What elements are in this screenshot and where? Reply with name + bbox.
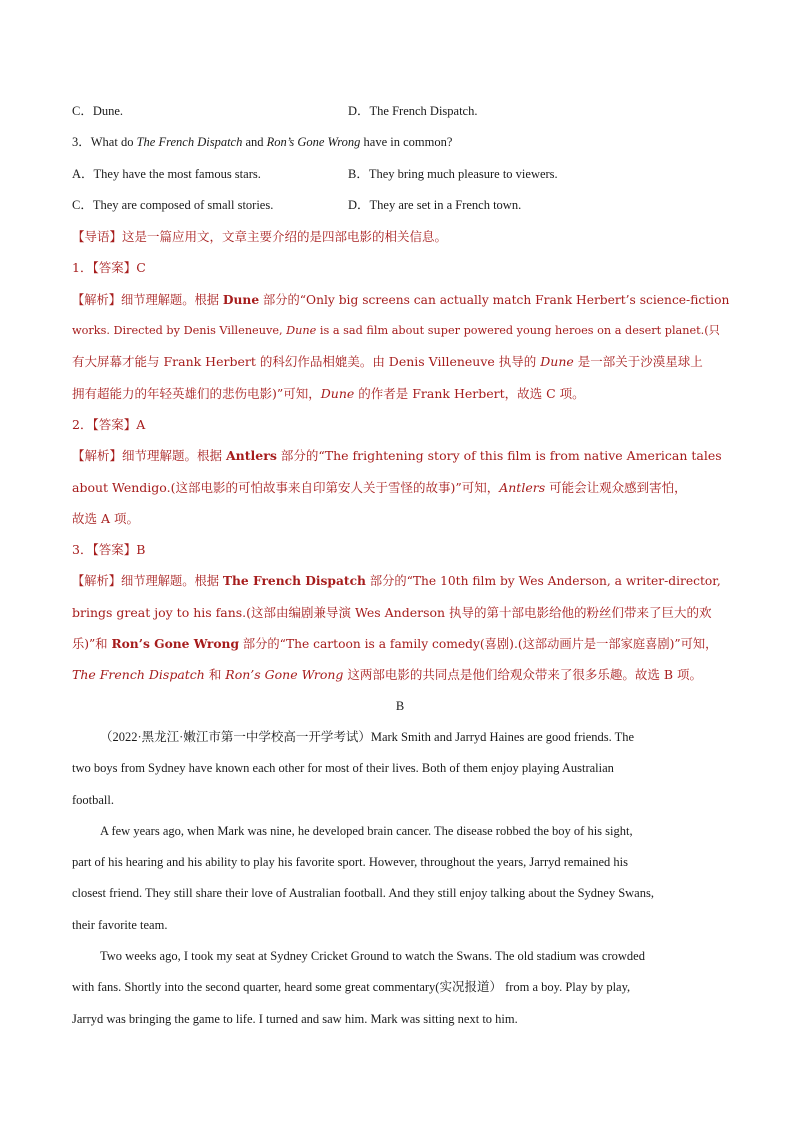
keyword: The French Dispatch <box>222 573 366 589</box>
q3-title-1: The French Dispatch <box>136 135 243 150</box>
analysis-text: 这两部电影的共同点是他们给观众带来了很多乐趣。故选 B 项。 <box>343 667 703 683</box>
film-title: Antlers <box>499 479 546 495</box>
q3-option-a: A．They have the most famous stars. <box>72 166 261 181</box>
passage-p1-line-1: （2022·黑龙江·嫩江市第一中学校高一开学考试）Mark Smith and Jarryd Haines are good friends. The <box>100 729 635 744</box>
film-title: Dune <box>540 354 574 370</box>
film-title: Dune <box>320 385 355 401</box>
analysis-3-line-3 <box>72 628 728 659</box>
film-title: Dune <box>286 324 317 338</box>
q3-mid: and <box>242 135 267 150</box>
analysis-3-line-2: brings great joy to his fans.(这部由编剧兼导演 Wes Anderson 执导的第十部电影给他的粉丝们带来了巨大的欢 <box>72 604 712 620</box>
passage-p1-line-3: football. <box>72 792 115 807</box>
analysis-1-line-2 <box>72 315 728 346</box>
analysis-1-line-3 <box>72 346 728 377</box>
analysis-text: 【解析】细节理解题。根据 <box>72 574 223 589</box>
q3-options-ab <box>72 159 728 190</box>
analysis-text: 拥有超能力的年轻英雄们的悲伤电影)”可知， <box>72 385 321 401</box>
answer-2-label: 2．【答案】A <box>72 416 146 432</box>
passage <box>72 722 728 1035</box>
q3-options-cd <box>72 190 728 221</box>
q3-option-b: B．They bring much pleasure to viewers. <box>348 166 558 181</box>
q3-suffix: have in common? <box>360 135 453 150</box>
analysis-text: 部分的“Only big screens can actually match Frank Herbert’s science-fiction <box>259 292 730 307</box>
analysis-3-line-1 <box>72 565 728 596</box>
analysis-text: 可能会让观众感到害怕， <box>545 479 687 495</box>
passage-p2-line-3: closest friend. They still share their love of Australian football. And they still enjoy talking about the Sydney Swans, <box>72 886 654 901</box>
q3-option-c: C．They are composed of small stories. <box>72 197 274 212</box>
film-title: Ron’s Gone Wrong <box>225 667 344 683</box>
analysis-2-line-1 <box>72 440 728 471</box>
analysis-text: 【解析】细节理解题。根据 <box>72 448 226 464</box>
analysis-text: 和 <box>204 667 226 683</box>
option-d: D．The French Dispatch. <box>348 104 478 118</box>
analysis-2-line-3: 故选 A 项。 <box>72 510 139 526</box>
keyword: Antlers <box>225 448 277 464</box>
guide-text: 【导语】这是一篇应用文，文章主要介绍的是四部电影的相关信息。 <box>72 229 448 245</box>
option-c: C．Dune. <box>72 104 124 118</box>
analysis-text: 是一部关于沙漠星球上 <box>573 354 703 370</box>
keyword: Ron’s Gone Wrong <box>111 636 240 652</box>
analysis-text: 部分的“The 10th film by Wes Anderson, a writer-director, <box>365 574 721 589</box>
analysis-1-line-4 <box>72 378 728 409</box>
analysis-text: 【解析】细节理解题。根据 <box>72 292 223 307</box>
analysis-text: works. Directed by Denis Villeneuve, <box>72 324 287 338</box>
q3-option-d: D．They are set in a French town. <box>348 197 522 212</box>
analysis-text: 部分的“The cartoon is a family comedy(喜剧).(这部动画片是一部家庭喜剧)”可知， <box>239 637 718 652</box>
passage-p3-line-2: with fans. Shortly into the second quarter, heard some great commentary(实况报道） from a boy. Play by play, <box>72 980 631 995</box>
analysis-text: 乐)”和 <box>72 637 112 652</box>
analysis-2-line-2 <box>72 472 728 503</box>
q3-title-2: Ron’s Gone Wrong <box>266 135 361 150</box>
keyword: Dune <box>222 291 260 307</box>
section-heading-b: B <box>395 698 405 713</box>
analysis-text: 的作者是 Frank Herbert，故选 C 项。 <box>354 385 585 401</box>
options-row-cd <box>72 96 728 127</box>
passage-p3-line-3: Jarryd was bringing the game to life. I turned and saw him. Mark was sitting next to him. <box>72 1011 518 1026</box>
analysis-1-line-1 <box>72 284 728 315</box>
question-3 <box>72 127 728 158</box>
passage-p1-line-2: two boys from Sydney have known each other for most of their lives. Both of them enjoy playing Australian <box>72 761 614 776</box>
analysis-3-line-4 <box>72 659 728 690</box>
passage-p3-line-1: Two weeks ago, I took my seat at Sydney Cricket Ground to watch the Swans. The old stadium was crowded <box>100 949 645 964</box>
passage-p2-line-2: part of his hearing and his ability to play his favorite sport. However, throughout the years, Jarryd remained his <box>72 855 628 870</box>
answer-1-label: 1．【答案】C <box>72 260 146 276</box>
document-page <box>72 96 728 1035</box>
analysis-text: is a sad film about super powered young heroes on a desert planet.(只 <box>316 324 720 338</box>
passage-p2-line-1: A few years ago, when Mark was nine, he developed brain cancer. The disease robbed the boy of his sight, <box>100 823 633 838</box>
analysis-text: about Wendigo.(这部电影的可怕故事来自印第安人关于雪怪的故事)”可知， <box>72 479 500 495</box>
passage-p2-line-4: their favorite team. <box>72 917 168 932</box>
q3-prefix: 3．What do <box>72 135 137 150</box>
analysis-text: 部分的“The frightening story of this film is from native American tales <box>276 448 722 464</box>
analysis-text: 有大屏幕才能与 Frank Herbert 的科幻作品相媲美。由 Denis Villeneuve 执导的 <box>72 354 541 370</box>
film-title: The French Dispatch <box>72 667 205 683</box>
answer-3-label: 3．【答案】B <box>72 542 146 558</box>
